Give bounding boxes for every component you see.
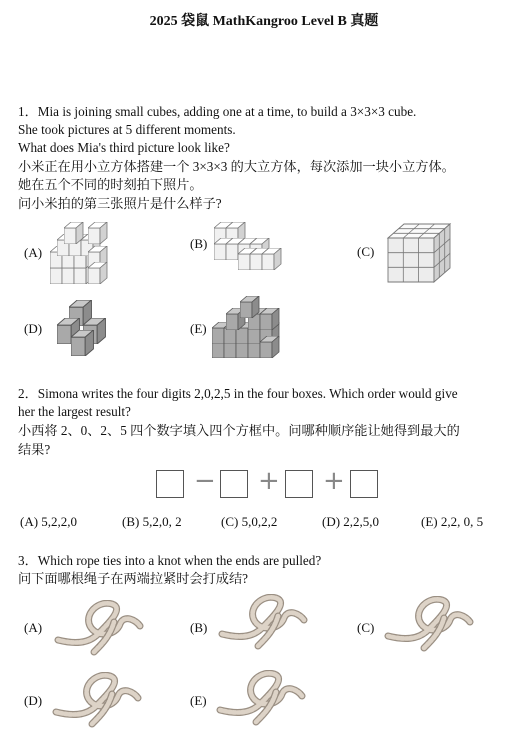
q1-text-en-2: She took pictures at 5 different moments.	[18, 122, 236, 137]
q2-digit-box-1[interactable]	[156, 470, 184, 498]
q3-option-d-rope[interactable]	[52, 672, 142, 732]
q3-option-e-label[interactable]: (E)	[190, 693, 207, 708]
q2-option-d[interactable]: (D) 2,2,5,0	[322, 514, 380, 529]
q3-option-b-label[interactable]: (B)	[190, 620, 208, 635]
q2-operator-minus: −	[194, 466, 216, 496]
q1-option-c-figure[interactable]	[384, 220, 456, 284]
q3-text-en-1: 3．Which rope ties into a knot when the ends are pulled?	[18, 553, 322, 568]
q1-text-zh-2: 她在五个不同的时刻拍下照片。	[18, 177, 203, 192]
q3-option-c-rope[interactable]	[384, 596, 474, 656]
q2-option-c[interactable]: (C) 5,0,2,2	[221, 514, 278, 529]
q1-text-zh-3: 问小米拍的第三张照片是什么样子?	[18, 196, 222, 211]
q2-text-en-2: her the largest result?	[18, 404, 131, 419]
q2-operator-plus-2: +	[323, 466, 345, 496]
q2-digit-box-3[interactable]	[285, 470, 313, 498]
q1-option-e-figure[interactable]	[212, 296, 292, 358]
q3-option-d-label[interactable]: (D)	[24, 693, 43, 708]
q2-option-e[interactable]: (E) 2,2, 0, 5	[421, 514, 484, 529]
q2-digit-box-2[interactable]	[220, 470, 248, 498]
q1-text-en-1: 1．Mia is joining small cubes, adding one at a time, to build a 3×3×3 cube.	[18, 104, 417, 119]
q1-option-a-figure[interactable]	[50, 222, 122, 284]
q1-option-d-figure[interactable]	[50, 300, 120, 356]
q2-text-zh-1: 小西将 2、0、2、5 四个数字填入四个方框中。问哪种顺序能让她得到最大的	[18, 423, 460, 438]
q3-text-zh-1: 问下面哪根绳子在两端拉紧时会打成结?	[18, 571, 249, 586]
q2-option-a[interactable]: (A) 5,2,2,0	[20, 514, 78, 529]
q3-option-a-rope[interactable]	[54, 600, 144, 660]
page-title: 2025 袋鼠 MathKangroo Level B 真题	[149, 14, 379, 29]
q2-text-zh-2: 结果?	[18, 442, 51, 457]
q1-option-c-label[interactable]: (C)	[357, 244, 375, 259]
q2-digit-box-4[interactable]	[350, 470, 378, 498]
q1-text-zh-1: 小米正在用小立方体搭建一个 3×3×3 的大立方体，每次添加一块小立方体。	[18, 159, 455, 174]
q1-option-a-label[interactable]: (A)	[24, 245, 43, 260]
q1-option-d-label[interactable]: (D)	[24, 321, 43, 336]
q1-option-e-label[interactable]: (E)	[190, 321, 207, 336]
q2-operator-plus-1: +	[258, 466, 280, 496]
q3-option-e-rope[interactable]	[216, 670, 306, 730]
q3-option-c-label[interactable]: (C)	[357, 620, 375, 635]
q2-text-en-1: 2．Simona writes the four digits 2,0,2,5 in the four boxes. Which order would give	[18, 386, 458, 401]
q1-option-b-figure[interactable]	[214, 222, 290, 270]
q3-option-b-rope[interactable]	[218, 594, 308, 654]
q2-option-b[interactable]: (B) 5,2,0, 2	[122, 514, 182, 529]
q1-text-en-3: What does Mia's third picture look like?	[18, 140, 230, 155]
q1-option-b-label[interactable]: (B)	[190, 236, 208, 251]
q3-option-a-label[interactable]: (A)	[24, 620, 43, 635]
